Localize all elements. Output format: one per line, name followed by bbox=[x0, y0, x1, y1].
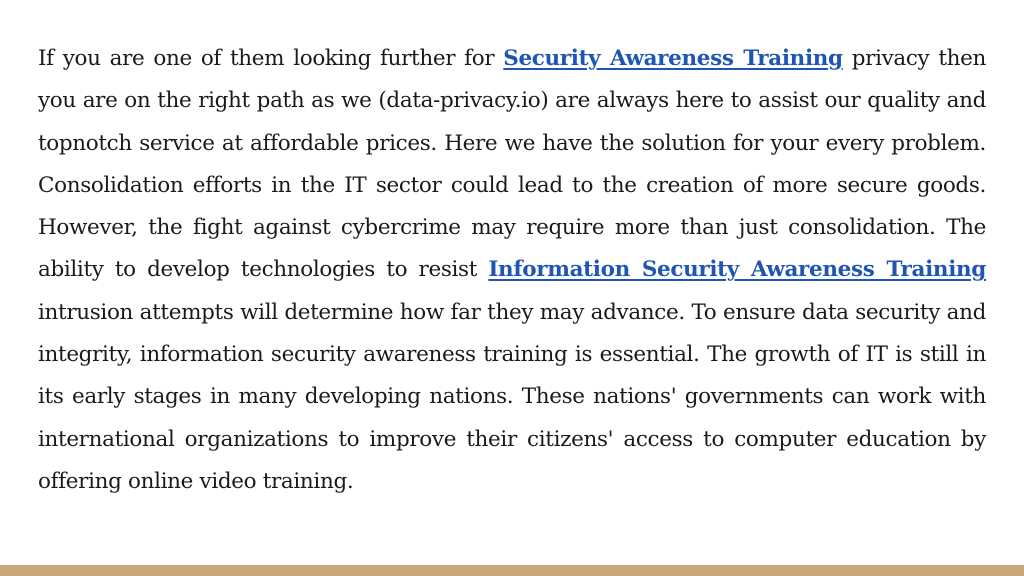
footer-bar bbox=[0, 565, 1024, 576]
paragraph-text-1: If you are one of them looking further for bbox=[38, 46, 504, 71]
article-content bbox=[38, 38, 986, 503]
paragraph-text-2: privacy then you are on the right path as we (data-privacy.io) are always here to assist our quality and topnotch service at affordable prices. Here we have the solution for your every problem. Consolidation efforts in the IT sector could lead to the creation of more secure goods. However, the fight against cybercrime may require more than just consolidation. The ability to develop technologies to resist bbox=[38, 46, 987, 283]
article-paragraph bbox=[38, 38, 986, 503]
information-security-awareness-training-link[interactable]: Information Security Awareness Training bbox=[488, 257, 986, 283]
security-awareness-training-link[interactable]: Security Awareness Training bbox=[503, 46, 843, 71]
paragraph-text-3: intrusion attempts will determine how far they may advance. To ensure data security and integrity, information security awareness training is essential. The growth of IT is still in its early stages in many developing nations. These nations' governments can work with international organizations to improve their citizens' access to computer education by offering online video training. bbox=[38, 299, 986, 494]
